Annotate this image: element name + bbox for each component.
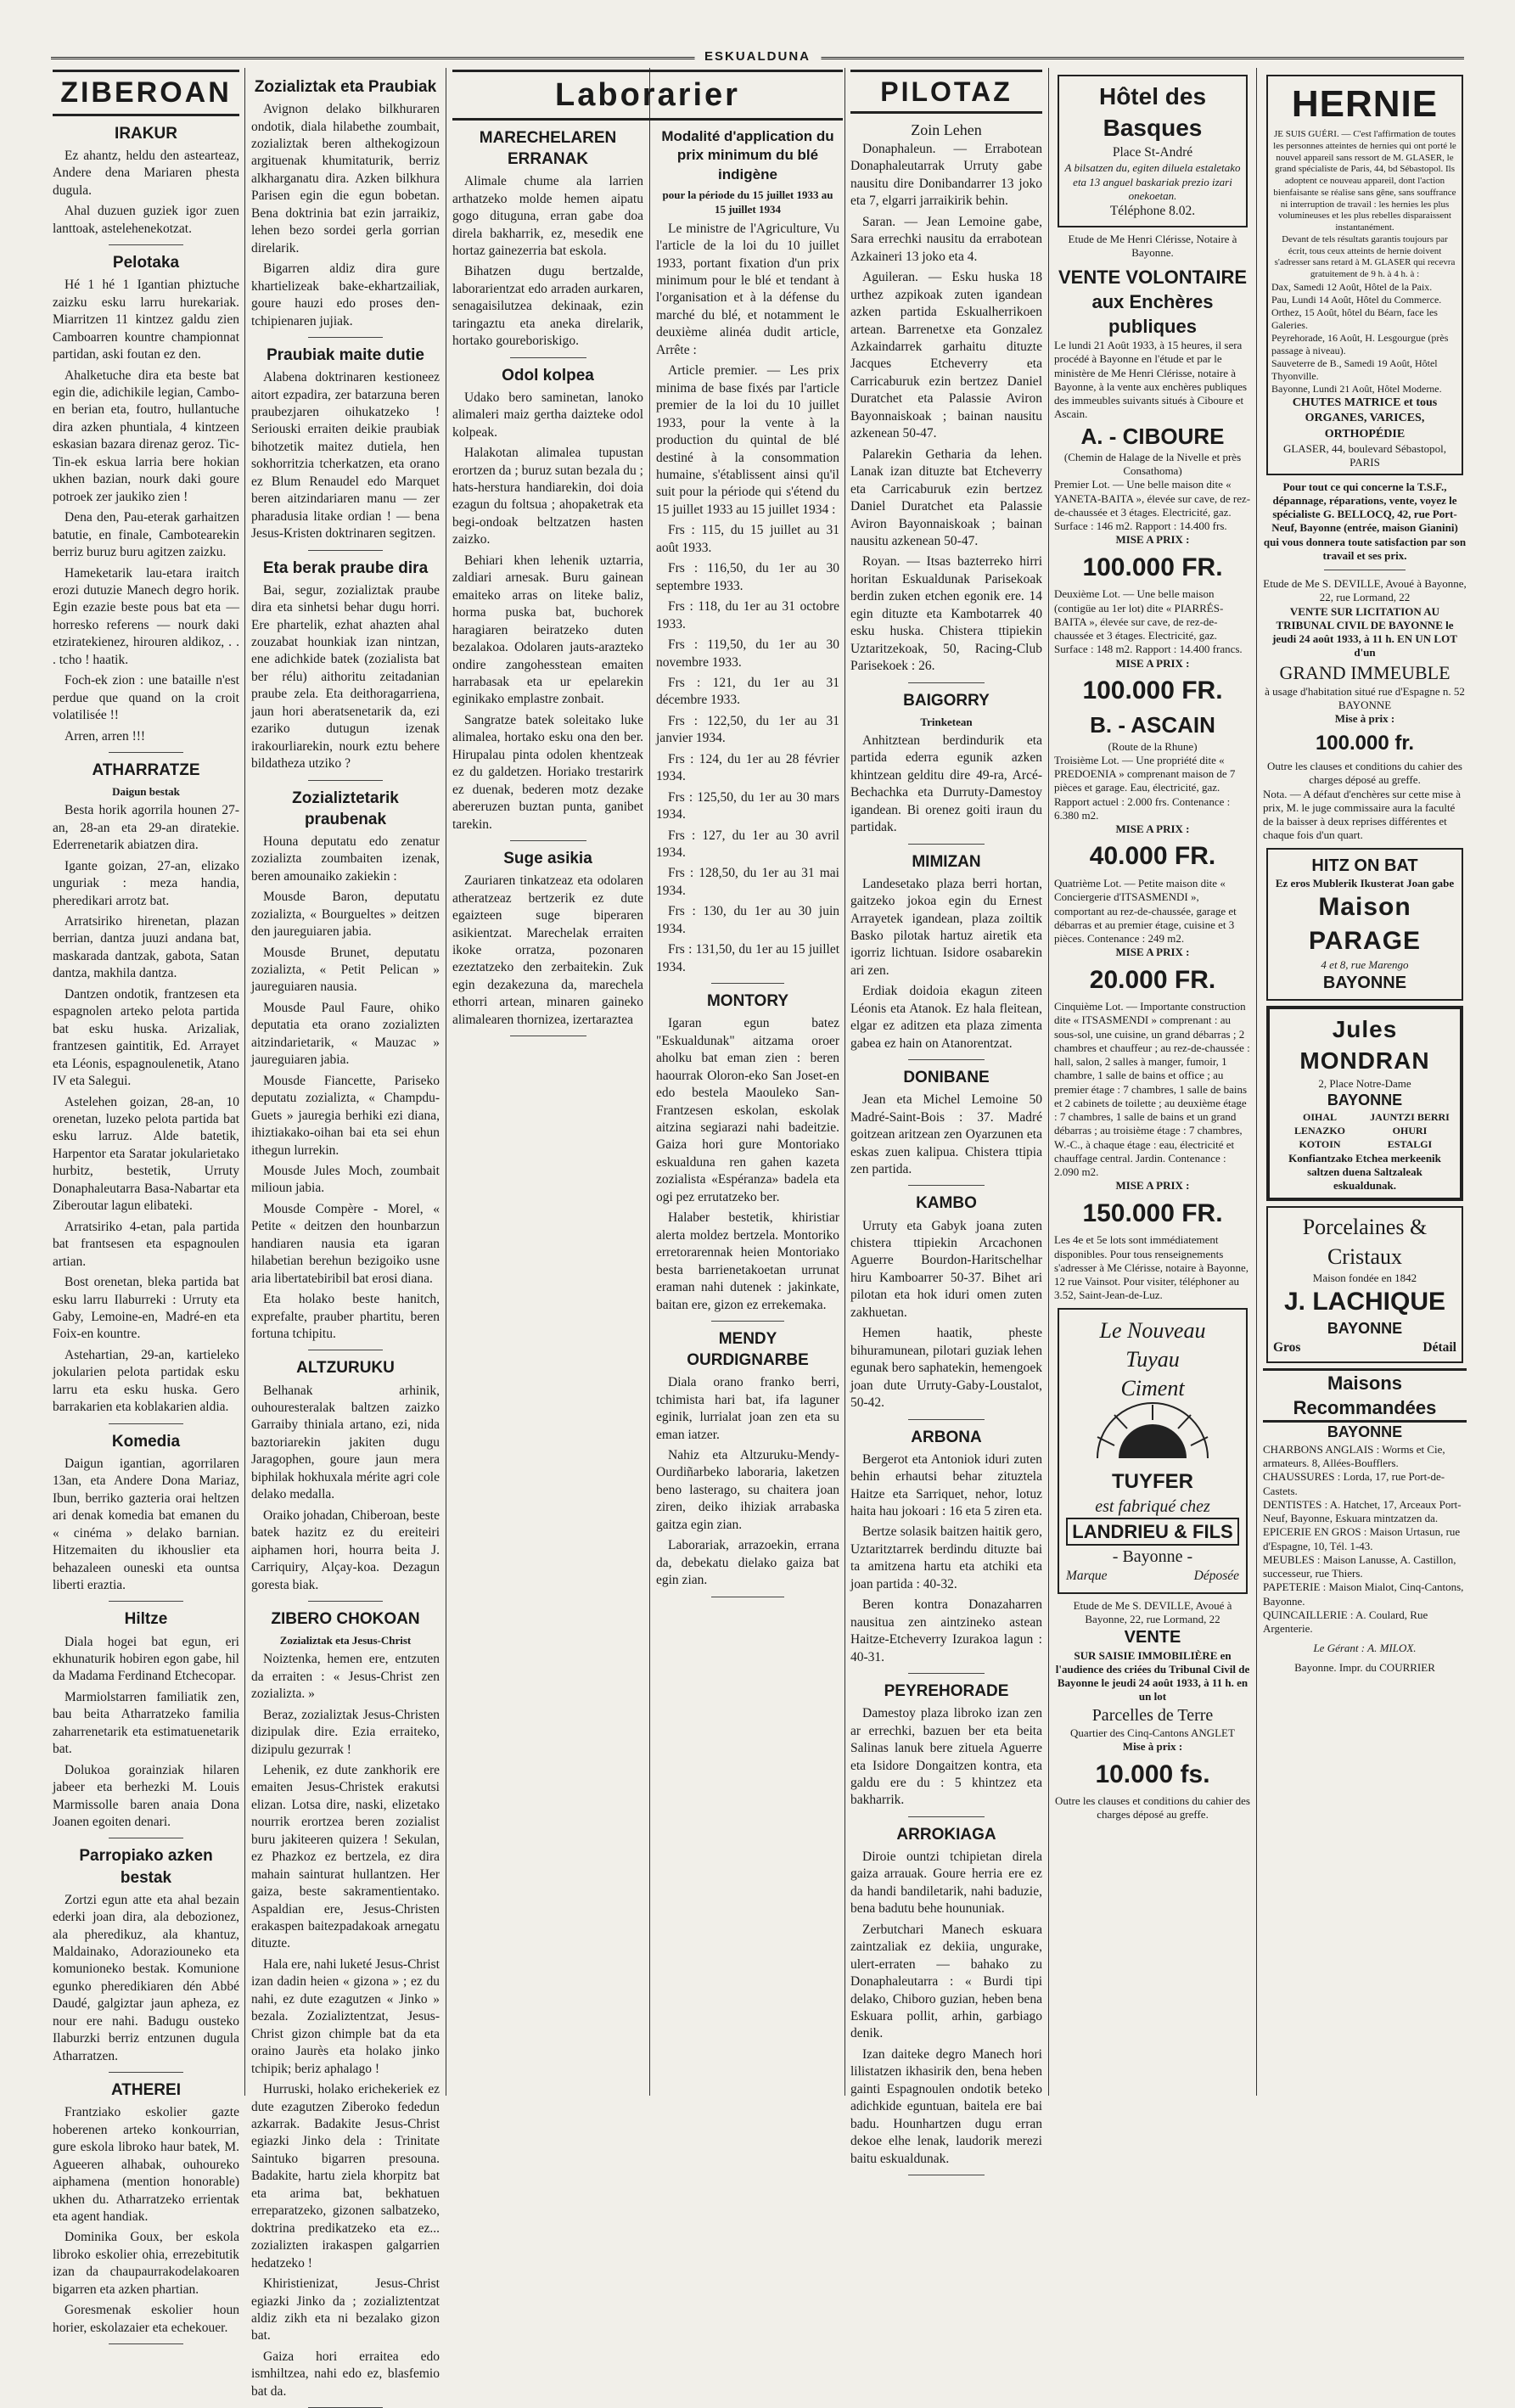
lots-note: Les 4e et 5e lots sont immédiatement disponibles. Pour tous renseignements s'adresser à Me Clérisse, notaire à Bayonne, 12 rue Vainsot. Pour visiter, téléphoner au 3.52, Saint-Jean-de-Luz. (1054, 1233, 1249, 1302)
nota: Nota. — A défaut d'enchères sur cette mise à prix, M. le juge commissaire aura la faculté de la baisser à deux reprises différentes et chaque fois d'un quart. (1263, 787, 1462, 842)
hitz-sub: Ez eros Mublerik Ikusterat Joan gabe (1275, 877, 1455, 890)
consultation-date: Sauveterre de B., Samedi 19 Août, Hôtel Thyonville. (1271, 356, 1438, 382)
article-paragraph: Goresmenak eskolier houn horier, eskolazaier eta echekouer. (53, 2303, 239, 2335)
lachique-city: BAYONNE (1327, 1319, 1403, 1337)
porcelaines-title: Porcelaines & Cristaux (1302, 1215, 1428, 1269)
article-paragraph: Khiristienizat, Jesus-Christ egiazki Jinko da ; zozializtentzat aldiz zikh eta ni bezalako gizon bat. (251, 2276, 440, 2343)
gros-label: Gros (1273, 1339, 1301, 1355)
section-subheading: Zozializtak eta Jesus-Christ (279, 1634, 412, 1647)
article-paragraph: Frs : 118, du 1er au 31 octobre 1933. (656, 599, 839, 631)
article-paragraph: Sangratze batek soleitako luke alimalea, hortako esku ona den ber. Hirupalau pinta odolen khentzeak ez du galdetzen. Horiako trestarirk ez duenak, bederen motz dezake abereruzen buztan punta, ganibet tarekin. (452, 712, 643, 832)
article-paragraph: Frs : 127, du 1er au 30 avril 1934. (656, 828, 839, 861)
article-paragraph: Dantzen ondotik, frantzesen eta espagnolen arteko pelota partida bat esku huska. Arizaliak, frantzesen gaintitik, Ed. Arrayet eta Léonis, espagnoulenetik, Atano IV eta Salegui. (53, 986, 239, 1089)
mise-a-prix-4: MISE A PRIX : (1115, 946, 1190, 959)
section-heading: Suge asikia (503, 850, 592, 868)
mondran-city: BAYONNE (1327, 1092, 1403, 1109)
consultation-date: Bayonne, Lundi 21 Août, Hôtel Moderne. (1271, 382, 1442, 395)
section-subheading: Trinketean (920, 715, 973, 728)
section-heading: ARROKIAGA (896, 1825, 996, 1844)
article-paragraph: Landesetako plaza berri hortan, gaitzeko jokoa egin du Ernest Arrayetek igandean, plaza zoiltik Basko pilotak hartuz airetik eta igorriz lichtuan. Isidore osabarekin ari zen. (850, 876, 1042, 978)
column-pilotaz (850, 70, 1042, 2166)
section-heading: KAMBO (916, 1194, 977, 1213)
mondran-item: KOTOIN (1299, 1137, 1341, 1150)
price-lot-2: 100.000 FR. (1082, 676, 1223, 704)
article-paragraph: Mousde Brunet, deputatu zozializta, « Petit Pelican » jaureguiaren nausia. (251, 945, 440, 995)
column-ads-hotel (1054, 70, 1251, 2096)
article-paragraph: Beraz, zozializtak Jesus-Christen dizipulak dire. Ezia erraiteko, dizipulu gezurrak ! (251, 1707, 440, 1757)
article-paragraph: Royan. — Itsas bazterreko hirri horitan Eskualdunak Parisekoak berdin zuken etchen egonik ere. 14 egin dituzte eta Kambotarrek 40 esku huska. Chistera ttipiekin Uztaritzekoak, 50, Racing-Club Parisekoek : 26. (850, 554, 1042, 674)
article-paragraph: Behiari khen lehenik uztarria, zaldiari arnesak. Buru gainean emaiteko arras on liteke baliz, horma puska bat, buchorek haragiaren beiratzeko duten bezalakoa. Odolaren jauts-arazteko ondire zangohesstean emaiten harrabasak eta ur epelarekin eginikako emplastre zonbait. (452, 553, 643, 707)
section-heading: Zozializtak eta Praubiak (254, 78, 437, 96)
licitation-title: VENTE SUR LICITATION AU TRIBUNAL CIVIL DE BAYONNE le jeudi 24 août 1933, à 11 h. EN UN LOT d'un (1272, 604, 1457, 660)
article-paragraph: Urruty eta Gabyk joana zuten chistera ttipiekin Arcachonen Aguerre Bourdon-Haritschelhar hiru Kamboarrer 50-37. Bihet ari pilotan eta hok iduri omen zuten zakhuetan. (850, 1218, 1042, 1320)
parcelles-sub: Quartier des Cinq-Cantons ANGLET (1070, 1726, 1235, 1740)
section-heading: PEYREHORADE (884, 1682, 1009, 1701)
mise-a-prix-1: MISE A PRIX : (1115, 533, 1190, 547)
article-paragraph: Besta horik agorrila hounen 27-an, 28-an eta 29-an diratekie. Ederrenetarik abiatzen dira. (53, 803, 239, 853)
section-heading: Hiltze (124, 1610, 168, 1629)
article-paragraph: Frs : 125,50, du 1er au 30 mars 1934. (656, 789, 839, 822)
article-paragraph: Izan daiteke degro Manech hori lilistatzen ikhasirik den, bena heben gainti Espagnoulen ondotik beteko adichkide eguntuan, baitela ere bai badu. Hounhartzen dugu erran dekoe elhe lenak, laudorik merezi baitu eskualdunak. (850, 2046, 1042, 2166)
mise-a-prix-5: MISE A PRIX : (1115, 1179, 1190, 1193)
notary-deville: Etude de Me S. DEVILLE, Avoué à Bayonne, 22, rue Lormand, 22 (1263, 577, 1467, 604)
section-heading: ATHARRATZE (92, 761, 200, 780)
article-paragraph: Frs : 131,50, du 1er au 15 juillet 1934. (656, 942, 839, 974)
mondran-item: LENAZKO (1293, 1124, 1345, 1137)
article-paragraph: Frs : 122,50, du 1er au 31 janvier 1934. (656, 713, 839, 746)
section-title-laborarier: Laborarier (452, 70, 843, 121)
article-paragraph: Igante goizan, 27-an, elizako unguriak : meza handia, pheredikari arrotz bat. (53, 858, 239, 908)
price-lot-3: 40.000 FR. (1089, 842, 1216, 871)
mise-a-prix-immeuble: Mise à prix : (1334, 712, 1395, 726)
article-paragraph: Frs : 121, du 1er au 31 décembre 1933. (656, 675, 839, 708)
tuyau-marque: Marque (1066, 1569, 1108, 1584)
article-paragraph: Diala hogei bat egun, eri ekhunaturik hobiren egon gabe, hil da Madama Ferdinand Etchecopar. (53, 1634, 239, 1684)
parcelles-outro: Outre les clauses et conditions du cahier des charges déposé au greffe. (1055, 1794, 1250, 1821)
article-paragraph: Halaber bestetik, khiristiar alerta moldez bertzela. Montoriko erretorarennak heien Montoriako besta barrienetakoetan urrunat eraman nahi dutenek : jakinkate, baitan ere, gizon ez errekemaka. (656, 1210, 839, 1312)
hotel-ad (1058, 75, 1248, 227)
column-laborarier-right (656, 121, 839, 2096)
column-ziberoan (53, 70, 239, 2335)
article-paragraph: Saran. — Jean Lemoine gabe, Sara errechki nausitu da errabotean Azkaineri 13 joko eta 4. (850, 214, 1042, 264)
hotel-phone: Téléphone 8.02. (1109, 204, 1196, 219)
article-paragraph: Frs : 124, du 1er au 28 février 1934. (656, 751, 839, 784)
lot-4: Quatrième Lot. — Petite maison dite « Conciergerie d'ITSASMENDI », comportant au rez-de-chaussée, garage et débarras et au premier étage, cuisine et 3 pièces. Contenance : 249 m2. (1054, 877, 1237, 946)
section-heading: Parropiako azken bestak (79, 1847, 213, 1887)
section-heading: Eta berak praube dira (262, 558, 429, 577)
lot-5: Cinquième Lot. — Importante construction dite « ITSASMENDI » comprenant : au sous-sol, une cuisine, un grand débarras ; 2 chambres et chauffeur ; au rez-de-chaussée : hall, salon, 2 salles à manger, fumoir, 1 chambre, 1 salle de bains et office ; au premier étage : 7 chambres, 1 salle de bains et 2 cabinets de toilette ; au deuxième étage : 7 chambres, 1 salle de bains et un grand débarras ; au troisième étage : 7 chambres, W.-C., à chaque étage : eau, électricité et chauffage central. Jardin. Contenance : 2.090 m2. (1054, 1000, 1250, 1179)
mise-a-prix-2: MISE A PRIX : (1115, 656, 1190, 670)
hernie-ad (1266, 75, 1463, 475)
article-paragraph: Frs : 115, du 15 juillet au 31 août 1933. (656, 523, 839, 555)
article-paragraph: Oraiko johadan, Chiberoan, beste batek hazitz ez du ereiteiri aiphamen hori, hourra beita J. Carriquiry, Alçay-koa. Dezagun goresta biak. (251, 1507, 440, 1592)
lot-1: Premier Lot. — Une belle maison dite « YANETA-BAITA », élevée sur cave, de rez-de-chaussée et 3 étages. Electricité, gaz. Surface : 146 m2. Rapport : 14.400 frs. (1054, 478, 1251, 533)
hotel-title: Hôtel des Basques (1098, 83, 1207, 141)
section-heading: Modalité d'application du prix minimum du blé indigène (661, 128, 834, 182)
price-lot-4: 20.000 FR. (1089, 965, 1216, 994)
article-paragraph: Arratsiriko hirenetan, plazan berrian, dantza juuzi andana bat, maskarada dantzak, gabota, Satan dantza, makhila dantza. (53, 914, 239, 981)
mondran-item: OIHAL (1302, 1111, 1337, 1124)
price-lot-1: 100.000 FR. (1082, 553, 1223, 581)
consultation-date: Peyrehorade, 16 Août, H. Lesgourgue (près passage à niveau). (1271, 331, 1449, 356)
section-heading: Odol kolpea (502, 366, 594, 384)
article-paragraph: Hurruski, holako erichekeriek ez dute ezagutzen Ziberoko fededun azkarrak. Badakite Jesus-Christ egiazki Jinko dela : Trinitate Saintuko bigarren presouna. Badakite, hartu ziela khorpitz bat eta arima bat, bekhatuen erreparatzeko, gizonen salbatzeko, doktrina predikatzeko eta ez... zozializten irakaspen galgarrien hedatzeko ! (251, 2082, 440, 2270)
tuyau-ciment-ad (1058, 1308, 1248, 1594)
section-heading: MIMIZAN (912, 852, 981, 871)
hotel-sub: Place St-André (1112, 144, 1193, 160)
article-paragraph: Arratsiriko 4-etan, pala partida bat frantsesen eta espagnoulen artian. (53, 1219, 239, 1269)
article-paragraph: Igaran egun batez "Eskualdunak" aitzama oroer aholku bat eman zien : beren haourrak Oloron-eko San Joset-en edo bestela Maouleko San-Frantzesen eskolan, eskolak aitzina segiarazi nahi badeitzie. Gaiza hori gure Montoriako eskualduna ren gahen kazeta zozialista «Espéranza» badela eta ogi pez errutatzeko ber. (656, 1016, 839, 1204)
section-subheading: pour la période du 15 juillet 1933 au 15 juillet 1934 (662, 188, 833, 216)
section-heading: MONTORY (706, 992, 789, 1011)
price-lot-5: 150.000 FR. (1082, 1198, 1223, 1227)
article-paragraph: Diala orano franko berri, tchimista hari bat, ifa laguner eginik, lurrialat joan zen eta su eman iatzer. (656, 1375, 839, 1442)
section-heading: DONIBANE (903, 1069, 990, 1087)
section-heading: BAIGORRY (903, 691, 990, 710)
parcelles-title: Parcelles de Terre (1091, 1705, 1214, 1725)
parage-city: BAYONNE (1322, 973, 1407, 992)
article-paragraph: Arren, arren !!! (65, 728, 146, 744)
immeuble-sub: à usage d'habitation situé rue d'Espagne n. 52 BAYONNE (1265, 684, 1465, 712)
article-paragraph: Houna deputatu edo zenatur zozializta zoumbaiten izenak, beren amounaiko zakiekin : (251, 834, 440, 884)
mise-a-prix-3: MISE A PRIX : (1115, 822, 1190, 836)
section-heading: Praubiak maite dutie (267, 345, 424, 364)
mondran-address: 2, Place Notre-Dame (1318, 1077, 1411, 1091)
mondran-item: JAUNTZI BERRI (1370, 1111, 1450, 1124)
ascain-heading: B. - ASCAIN (1090, 712, 1215, 738)
article-paragraph: Article premier. — Les prix minima de base fixés par l'article premier de la loi du 10 juillet 1933, pour la vente à la production du quintal de blé destiné à la consommation humaine, s'établissent ainsi qu'il suit pour la période qui s'étend du 15 juillet 1933 au 15 juillet 1934 : (656, 363, 839, 517)
hernie-title: HERNIE (1291, 83, 1439, 125)
article-paragraph: Ahal duzuen guziek igor zuen lanttoak, astelehenekotzat. (53, 204, 239, 236)
article-paragraph: Halakotan alimalea tupustan erortzen da ; buruz sutan bezala du ; hats-herstura handiarekin, doi doia ezagun du foltsua ; ahopaketrak eta begi-ondoak beltzatzen hasten zaizko. (452, 446, 643, 547)
maison-parage: Maison PARAGE (1308, 893, 1422, 955)
article-paragraph: Hemen haatik, pheste bihuramunean, pilotari guziak lehen egunak bero saphatekin, hemengoek joan dute Urruty-Gaby-Loustalot, 50-42. (850, 1326, 1042, 1411)
article-paragraph: Marmiolstarren familiatik zen, bau beita Atharratzeko familia zaharrenetarik eta estimatuenetarik bat. (53, 1689, 239, 1757)
article-paragraph: Bigarren aldiz dira gure khartielizeak bake-ekhartzailiak, goure hauzi edo proses den-tchipienaren jujiak. (251, 261, 440, 328)
price-immeuble: 100.000 fr. (1315, 731, 1415, 755)
article-paragraph: Damestoy plaza libroko izan zen ar errechki, bazuen ber eta beita Salinas lanuk bere zituela Aguerre eta Isidore Dongaitzen kontra, eta galdu ere du : 5 khintzez eta bakharrik. (850, 1706, 1042, 1808)
column-zozializtak (251, 70, 440, 2399)
article-paragraph: Dena den, Pau-eterak garhaitzen batutie, en finale, Cambotearekin berriz buruz buru agitzen zaizku. (53, 510, 239, 560)
mondran-item: OHURI (1392, 1124, 1428, 1137)
porcelaines-sub: Maison fondée en 1842 (1312, 1271, 1417, 1284)
article-paragraph: Zauriaren tinkatzeaz eta odolaren atheratzeaz bertzerik ez dute egaizteen suge biperaren asikientzat. Marechelak erraiten ikoke orratza, pozonaren ezeztatzeko den zerbaitekin. Zuk egin dezakezuna da, marechela ethorri artean, minaren gaineko alimalearen thornizea, izertaraztea (452, 873, 643, 1027)
hernie-text: JE SUIS GUÉRI. — C'est l'affirmation de toutes les personnes atteintes de hernies qui ont porté le nouvel appareil sans ressort de M. GLASER, le grand spécialiste de Paris, 44, bd Sébastopol. Ils adoptent ce nouveau appareil, dont l'action bienfaisante se réalise sans gêne, sans souffrance ni interruption de travail : les hernies les plus volumineuses et les plus rebelles disparaissent instantanément. (1273, 129, 1456, 233)
lachique-name: J. LACHIQUE (1283, 1288, 1446, 1316)
pilotaz-subtitle: Zoin Lehen (911, 121, 982, 139)
recommended-shop: PAPETERIE : Maison Mialot, Cinq-Cantons, Bayonne. (1263, 1580, 1464, 1608)
article-paragraph: Gaiza hori erraitea edo ismhiltzea, nahi edo ez, blasfemio bat da. (251, 2349, 440, 2399)
column-ads-hernie (1263, 70, 1467, 2096)
article-paragraph: Ahalketuche dira eta beste bat egin die, adichikile legian, Cambo-en berian eta, foutro, hullantuche dira azken phuntiala, 4 kintzeen eskasian bazara direnaz geroz. Tic-Tin-ek eskua larria bere hokian ukhen bazian, nourk daki goure potroek zer jaukiko zien ! (53, 368, 239, 504)
gerant: Le Gérant : A. MILOX. (1313, 1642, 1417, 1655)
article-paragraph: Bergerot eta Antoniok iduri zuten behin erhautsi behar zituztela Haitze eta Sarriquet, nehor, lotuz haita hau jokoari : 16 eta 5 ziren eta. (850, 1451, 1042, 1518)
article-paragraph: Frs : 119,50, du 1er au 30 novembre 1933. (656, 637, 839, 670)
tuyau-line-1: Le Nouveau (1099, 1317, 1206, 1343)
article-paragraph: Mousde Baron, deputatu zozializta, « Bourgueltes » deitzen den jaureguiaren jabia. (251, 890, 440, 940)
recommended-shop: EPICERIE EN GROS : Maison Urtasun, rue d'Espagne, 10, Tél. 1-43. (1263, 1525, 1461, 1552)
section-heading: Pelotaka (112, 254, 180, 272)
article-paragraph: Lehenik, ez dute zankhorik ere emaiten Jesus-Christek erakutsi elizan. Lotsa dire, naski, elizetako nourrik erortzea beren zozialist buru jakiteeren quizera ! Sekulan, ez Phazkoz ez bertzela, ez dira mahain sainturat hullantzen. Her gaiza, beste sakramentientako. Aspaldian ere, Jesus-Christen erakaspen baitezpadakoak arnegatu dituzte. (251, 1762, 440, 1951)
article-paragraph: Mousde Paul Faure, ohiko deputatia eta orano zozializten aitzindarietarik, « Mauzac » jaureguiaren jabia. (251, 1000, 440, 1068)
article-paragraph: Bertze solasik baitzen haitik gero, Uztaritztarrek berdindu dituzte bai ta amitzena hartu eta atchiki eta joan partida : 40-32. (850, 1524, 1042, 1591)
masthead-title: ESKUALDUNA (694, 49, 821, 64)
section-heading: Zozializtetarik praubenak (292, 789, 399, 828)
glaser-address: GLASER, 44, boulevard Sébastopol, PARIS (1282, 442, 1447, 469)
notary-deville-2: Etude de Me S. DEVILLE, Avoué à Bayonne, 22, rue Lormand, 22 (1073, 1598, 1232, 1626)
recommandees-city: BAYONNE (1327, 1423, 1403, 1441)
article-paragraph: Le ministre de l'Agriculture, Vu l'article de la loi du 10 juillet 1933, portant fixation d'un prix minimum pour le blé et tendant à l'organisation et à la défense du marché du blé, et notamment le deuxième alinéa dudit article, Arrête : (656, 221, 839, 357)
article-paragraph: Mousde Fiancette, Pariseko deputatu zozializta, « Champdu-Guets » jauregia berhiki ezi diana, ihiztiakako-oihan bai eta sei ehun ithegun lurrekin. (251, 1073, 440, 1158)
tuyau-brand: TUYFER (1112, 1469, 1193, 1493)
imprimerie: Bayonne. Impr. du COURRIER (1294, 1661, 1435, 1675)
mondran-note: Konfiantzako Etchea merkeenik saltzen duena Saltzaleak eskualdunak. (1288, 1151, 1441, 1193)
article-paragraph: Frs : 128,50, du 1er au 31 mai 1934. (656, 866, 839, 898)
section-heading: ATHEREI (111, 2081, 181, 2100)
article-paragraph: Donaphaleun. — Errabotean Donaphaleutarrak Urruty gabe nausitu dire Donibandarrer 13 joko eta 7, elgarri jarraikirik behin. (850, 141, 1042, 209)
article-paragraph: Hameketarik lau-etara iraitch erozi dutuzie Manech degro horik. Egin ezazie beste pous bat eta — horresko referens — nourk daki etziratekienez, hirouren aldikoz, . . . tcho ! haatik. (53, 565, 239, 667)
lot-2: Deuxième Lot. — Une belle maison (contigüe au 1er lot) dite « PIARRÉS-BAITA », élevée sur cave, de rez-de-chaussée et 3 étages. Electricité, gaz. Surface : 148 m2. Rapport : 14.400 francs. (1054, 587, 1243, 656)
section-heading: MARECHELAREN ERRANAK (479, 129, 617, 169)
article-paragraph: Laborariak, arrazoekin, errana da, debekatu dielako gaiza bat egin zian. (656, 1538, 839, 1588)
article-paragraph: Diroie ountzi tchipietan direla gaiza arrauak. Goure herria ere ez da handi bandiletarik, nahi baduzie, bena badutu behe hoununiak. (850, 1849, 1042, 1917)
article-paragraph: Beren kontra Donazaharren nausitua zen aintzineko astean Haitze-Etcheverry Izurakoa lagun : 40-31. (850, 1597, 1042, 1664)
section-heading: ZIBERO CHOKOAN (271, 1610, 420, 1628)
price-parcelles: 10.000 fs. (1095, 1760, 1210, 1788)
article-paragraph: Anhitztean berdindurik eta partida ederra egunik azken khintzean gelditu dire 49-ra, Arcé-Bechachka eta Durruty-Damestoy igandean. Bi orenez goiti iraun du partidak. (850, 733, 1042, 835)
article-paragraph: Bai, segur, zozializtak praube dira eta sinhetsi behar dugu horri. Ere phartelik, ezhat ahazten ahal zouzabat hounkiak izan nintzan, ene adichkide batek (zozialista bat ber rélu) aithoritu zeitadanian praube zela. Eta deithoragarriena, jaun hori aberatsenetarik da, ezi ezariko dutugun izenak irakourliarekin, nourk eztu behere bildatheza utziko ? (251, 582, 440, 772)
article-paragraph: Hé 1 hé 1 Igantian phiztuche zaizku esku larru hurekariak. Miarritzen 11 kintzez galdu zien Camboarren kountre championnat partidan, aski foutan ez den. (53, 278, 239, 362)
mise-a-prix-6: Mise à prix : (1122, 1740, 1183, 1754)
article-paragraph: Aguileran. — Esku huska 18 urthez azpikoak zuten igandean azken partida Eskualherrikoen artean. Barrenetxe eta Gonzalez Azkaindarrek garhaitu dituzte Jacques Etcheverry eta Carricaburuk ezin bertzez Daniel Duratchet eta Palassie Aviron Bayonnaiskoak ; bainan nausitu azkenean 50-47. (850, 270, 1042, 441)
article-paragraph: Mousde Compère - Morel, « Petite « deitzen den hounbarzun handiaren nausia eta igaran hilabetian berehun bezigoiko usne aria libertatebiribil bat erosi diana. (251, 1201, 440, 1286)
masthead (51, 49, 1464, 66)
consultation-date: Pau, Lundi 14 Août, Hôtel du Commerce. (1271, 293, 1442, 306)
article-paragraph: Dominika Goux, ber eskola libroko eskolier ohia, errezebitutik izan da chaupaurrakodelakoaren bigarren eta azken phartian. (53, 2230, 239, 2297)
parage-address: 4 et 8, rue Marengo (1321, 957, 1409, 971)
article-paragraph: Belhanak arhinik, ouhouresteralak baltzen zaizko Garraiby thiniala artano, ezi, nida baztoriarekin jakiten dugu Jaragophen, goure jaun mera biphilak hokhuxala mérite agri cole delako medalla. (251, 1383, 440, 1502)
lachique-ad (1266, 1206, 1463, 1363)
vente-volontaire-text: Le lundi 21 Août 1933, à 15 heures, il sera procédé à Bayonne en l'étude et par le ministère de Me Henri Clérisse, notaire à Bayonne, à la vente aux enchères publiques des immeubles suivants situés à Ciboure et Ascain. (1054, 339, 1248, 421)
ciboure-sub: (Chemin de Halage de la Nivelle et près Consathoma) (1063, 450, 1242, 478)
chutes-matrice: CHUTES MATRICE et tous ORGANES, VARICES, ORTHOPÉDIE (1292, 396, 1438, 441)
hitz-on-bat: HITZ ON BAT (1311, 856, 1418, 875)
article-paragraph: Frantziako eskolier gazte hoberenen arteko konkourrian, gure eskola libroko haur batek, M. Agueeren alhabak, ouhoureko aiphamena (mention honorable) ukhen du. Atharratzeko errientak eta agent handiak. (53, 2105, 239, 2224)
tuyau-deposee: Déposée (1193, 1569, 1239, 1584)
article-paragraph: Jean eta Michel Lemoine 50 Madré-Saint-Bois : 37. Madré goitzean aritzean zen Oyarzunen eta eskas zuen kalipua. Chistera ttipia zen partida. (850, 1092, 1042, 1177)
mondran-ad (1266, 1006, 1463, 1201)
recommended-shop: MEUBLES : Maison Lanusse, A. Castillon, successeur, rue Thiers. (1263, 1552, 1456, 1580)
article-paragraph: Dolukoa gorainziak hilaren jabeer eta berhezki M. Louis Marmissolle baren anaia Dona Joanen egoiten denari. (53, 1762, 239, 1830)
article-paragraph: Nahiz eta Altzuruku-Mendy-Ourdiñarbeko laboraria, laketzen beno lasterago, su chaitera joan ziren, deiko ihiziak arrabaska gaitza egin zian. (656, 1447, 839, 1532)
vente-saisie-text: SUR SAISIE IMMOBILIÈRE en l'audience des criées du Tribunal Civil de Bayonne le jeudi 24 août 1933, à 11 h. en un lot (1055, 1648, 1250, 1704)
article-paragraph: Alimale chume ala larrien arthatzeko molde hemen aipatu gogo dituguna, erran gabe doa direla bakharrik, ez, mesedik ene hortaz gainezerria bat eskola. (452, 174, 643, 258)
section-subheading: Daigun bestak (112, 785, 180, 799)
article-paragraph: Avignon delako bilkhuraren ondotik, diala hilabethe zoumbait, zozializtak beren althekogizoun argituenak khumitaturik, berriz alkharganatu dira. Azken bilkhura Parisen egin die egun bobetan. Bena doktrinia bat ezin jarraikiz, lehen bezo sordei gerla gorrian direlarik. (251, 102, 440, 255)
section-heading: ALTZURUKU (296, 1359, 395, 1378)
notary-clerisse: Etude de Me Henri Clérisse, Notaire à Bayonne. (1068, 232, 1237, 259)
detail-label: Détail (1422, 1339, 1456, 1355)
article-paragraph: Bost orenetan, bleka partida bat esku larru Ilaburreki : Urruty eta Gaby, Lemoine-en, Madré-en eta Foix-en kountre. (53, 1275, 239, 1342)
vente-volontaire-title: VENTE VOLONTAIRE aux Enchères publiques (1058, 267, 1248, 338)
consultation-date: Dax, Samedi 12 Août, Hôtel de la Paix. (1271, 280, 1433, 293)
tuyau-city: - Bayonne - (1112, 1546, 1193, 1566)
recommended-shop: CHAUSSURES : Lorda, 17, rue Port-de-Castets. (1263, 1470, 1445, 1497)
article-paragraph: Palarekin Getharia da lehen. Lanak izan dituzte bat Etcheverry eta Carricaburuk ezin bertzez Daniel Duratchet eta Palassie Aviron Bayonnaiskoak ; bainan nausitu azkenean 50-47. (850, 446, 1042, 548)
section-heading: IRAKUR (115, 124, 177, 143)
consultation-date: Orthez, 15 Août, hôtel du Béarn, face les Galeries. (1271, 306, 1438, 331)
mondran-item: ESTALGI (1387, 1137, 1433, 1150)
vente-saisie-title: VENTE (1124, 1628, 1181, 1647)
article-paragraph: Erdiak doidoia ekagun ziteen Léonis eta Atanok. Ez hala fleitean, elgar ez aditzen eta plaza zimenta gabea ez hain on Atanorentzat. (850, 984, 1042, 1051)
tuyau-maker: LANDRIEU & FILS (1066, 1518, 1239, 1546)
article-paragraph: Alabena doktrinaren kestioneez aitort ezpadira, zer batarzuna beren praubezjaren oihukatzeko ! Seriouski erraiten deikie praubiak bihotzetik maitez dutiela, hen sokhorritzia tcherkatzen, eta orano ez Blum Renaudel edo Marquet beren aitzindariaren manu — zer pharadusia litake ordian ! — bena Jesus-Kristen doktrinaren segitzen. (251, 370, 440, 542)
article-paragraph: Udako bero saminetan, lanoko alimaleri maiz gertha daizteke odol kolpeak. (452, 390, 643, 440)
section-heading: Komedia (111, 1432, 181, 1451)
tuyau-line-3: Ciment (1120, 1376, 1185, 1401)
hotel-text: A bilsatzen du, egiten diluela estaletako eta 13 anguel baskariak prezio izari onekoetan. (1064, 161, 1241, 202)
ascain-sub: (Route de la Rhune) (1108, 739, 1198, 753)
tuyau-made: est fabriqué chez (1095, 1496, 1210, 1516)
recommended-shop: DENTISTES : A. Hatchet, 17, Arceaux Port-Neuf, Bayonne, Eskuara mintzatzen da. (1263, 1497, 1462, 1525)
hernie-note: Devant de tels résultats garantis toujours par écrit, tous ceux atteints de hernie doivent s'adresser sans retard à M. GLASER qui recevra gratuitement de 9 h. à 4 h. à : (1274, 233, 1456, 280)
article-paragraph: Mousde Jules Moch, zoumbait milioun jabia. (251, 1163, 440, 1196)
article-paragraph: Zortzi egun atte eta ahal bezain ederki joan dira, ala debozionez, ala pheredikuz, ala khantuz, Maldainako, Adoraziouneko eta komunioneko bestak. Komunione egunko pheredikiaren dén Abbé Daudé, galgiztar jaun apheza, ez nour ere nahi. Badugu ousteko Ilaburzki berriz entzunen dugula Atharratzen. (53, 1892, 239, 2063)
parage-ad (1266, 848, 1463, 1001)
article-paragraph: Astelehen goizan, 28-an, 10 orenetan, luzeko pelota partida bat esku larruz. Alde batetik, Harpentor eta Saratar jokularietako hurbitz, bestetik, Urruty Donaphaleutarra Basa-Nabartar eta Ziberoutar lagun elibateki. (53, 1094, 239, 1214)
article-paragraph: Astehartian, 29-an, kartieleko jokularien pelota partidak esku larru eta esku huska. Gero barrakarien eta koblakarien aldia. (53, 1347, 239, 1415)
article-paragraph: Ez ahantz, heldu den astearteaz, Andere dena Mariaren phesta dugula. (53, 148, 239, 198)
sunburst-logo-icon (1080, 1403, 1225, 1462)
ciboure-heading: A. - CIBOURE (1080, 423, 1225, 449)
lot-3: Troisième Lot. — Une propriété dite « PREDOENIA » comprenant maison de 7 pièces et garage. Eau, électricité, gaz. Rapport actuel : 2.000 frs. Contenance : 6.380 m2. (1054, 753, 1236, 822)
recommended-shop: QUINCAILLERIE : A. Coulard, Rue Argenterie. (1263, 1608, 1428, 1636)
section-heading: ARBONA (911, 1428, 982, 1446)
article-paragraph: Frs : 116,50, du 1er au 30 septembre 1933. (656, 561, 839, 593)
tsf-ad: Pour tout ce qui concerne la T.S.F., dépannage, réparations, vente, voyez le spécialiste G. BELLOCQ, 42, rue Port-Neuf, Bayonne (entrée, maison Gianini) qui vous donnera toute satisfaction par son travail et ses prix. (1263, 480, 1467, 562)
article-paragraph: Frs : 130, du 1er au 30 juin 1934. (656, 904, 839, 936)
section-title-pilotaz: PILOTAZ (850, 70, 1042, 114)
recommended-shop: CHARBONS ANGLAIS : Worms et Cie, armateurs. 8, Allées-Boufflers. (1263, 1442, 1445, 1470)
article-paragraph: Bihatzen dugu bertzalde, laborarientzat edo arraden aurkaren, senagaisilutzea dekinaak, ezin taringaztu eta aneka direlarik, hortako goureboriskigo. (452, 264, 643, 349)
mondran-title: Jules MONDRAN (1299, 1016, 1430, 1075)
section-heading: MENDY OURDIGNARBE (687, 1329, 809, 1370)
tuyau-line-2: Tuyau (1125, 1346, 1180, 1372)
article-paragraph: Zerbutchari Manech eskuara zaintzaliak ez dekiia, ungurake, ulert-erraten — bahako zu Donaphaleutarra : « Burdi tipi delako, Chiboro guzian, heben bena Eskuara pollit, arhin, garbiago denik. (850, 1922, 1042, 2041)
article-paragraph: Noiztenka, hemen ere, entzuten da erraiten : « Jesus-Christ zen zozializta. » (251, 1652, 440, 1702)
immeuble-note: Outre les clauses et conditions du cahier des charges déposé au greffe. (1267, 760, 1462, 787)
article-paragraph: Foch-ek zion : une bataille n'est perdue que quand on la croit volatilisée !! (53, 673, 239, 723)
grand-immeuble: GRAND IMMEUBLE (1279, 661, 1450, 683)
article-paragraph: Eta holako beste hanitch, exprefalte, prauber phartitu, beren fortuna tchipitu. (251, 1292, 440, 1342)
article-paragraph: Daigun igantian, agorrilaren 13an, eta Andere Dona Mariaz, Ibun, berriko gazteria orai heltzen ari denak komedia bat emanen du « cinéma » delako barnian. Hitzemaiten du ikhouslier eta behazaleen ouneski eta ountsa liberti eraztia. (53, 1456, 239, 1592)
maisons-recommandees: Maisons Recommandées (1263, 1368, 1467, 1423)
section-title-ziberoan: ZIBEROAN (53, 70, 239, 116)
article-paragraph: Hala ere, nahi luketé Jesus-Christ izan dadin heien « gizona » ; ez du nahi, ez dute ezagutzen « Jinko » bezala. Zozializtentzat, Jesus-Christ gizon chimple bat da eta oraino Jaurès eta holako jinko tchipik; beriz aphalago ! (251, 1956, 440, 2076)
column-laborarier-left (452, 121, 643, 2096)
